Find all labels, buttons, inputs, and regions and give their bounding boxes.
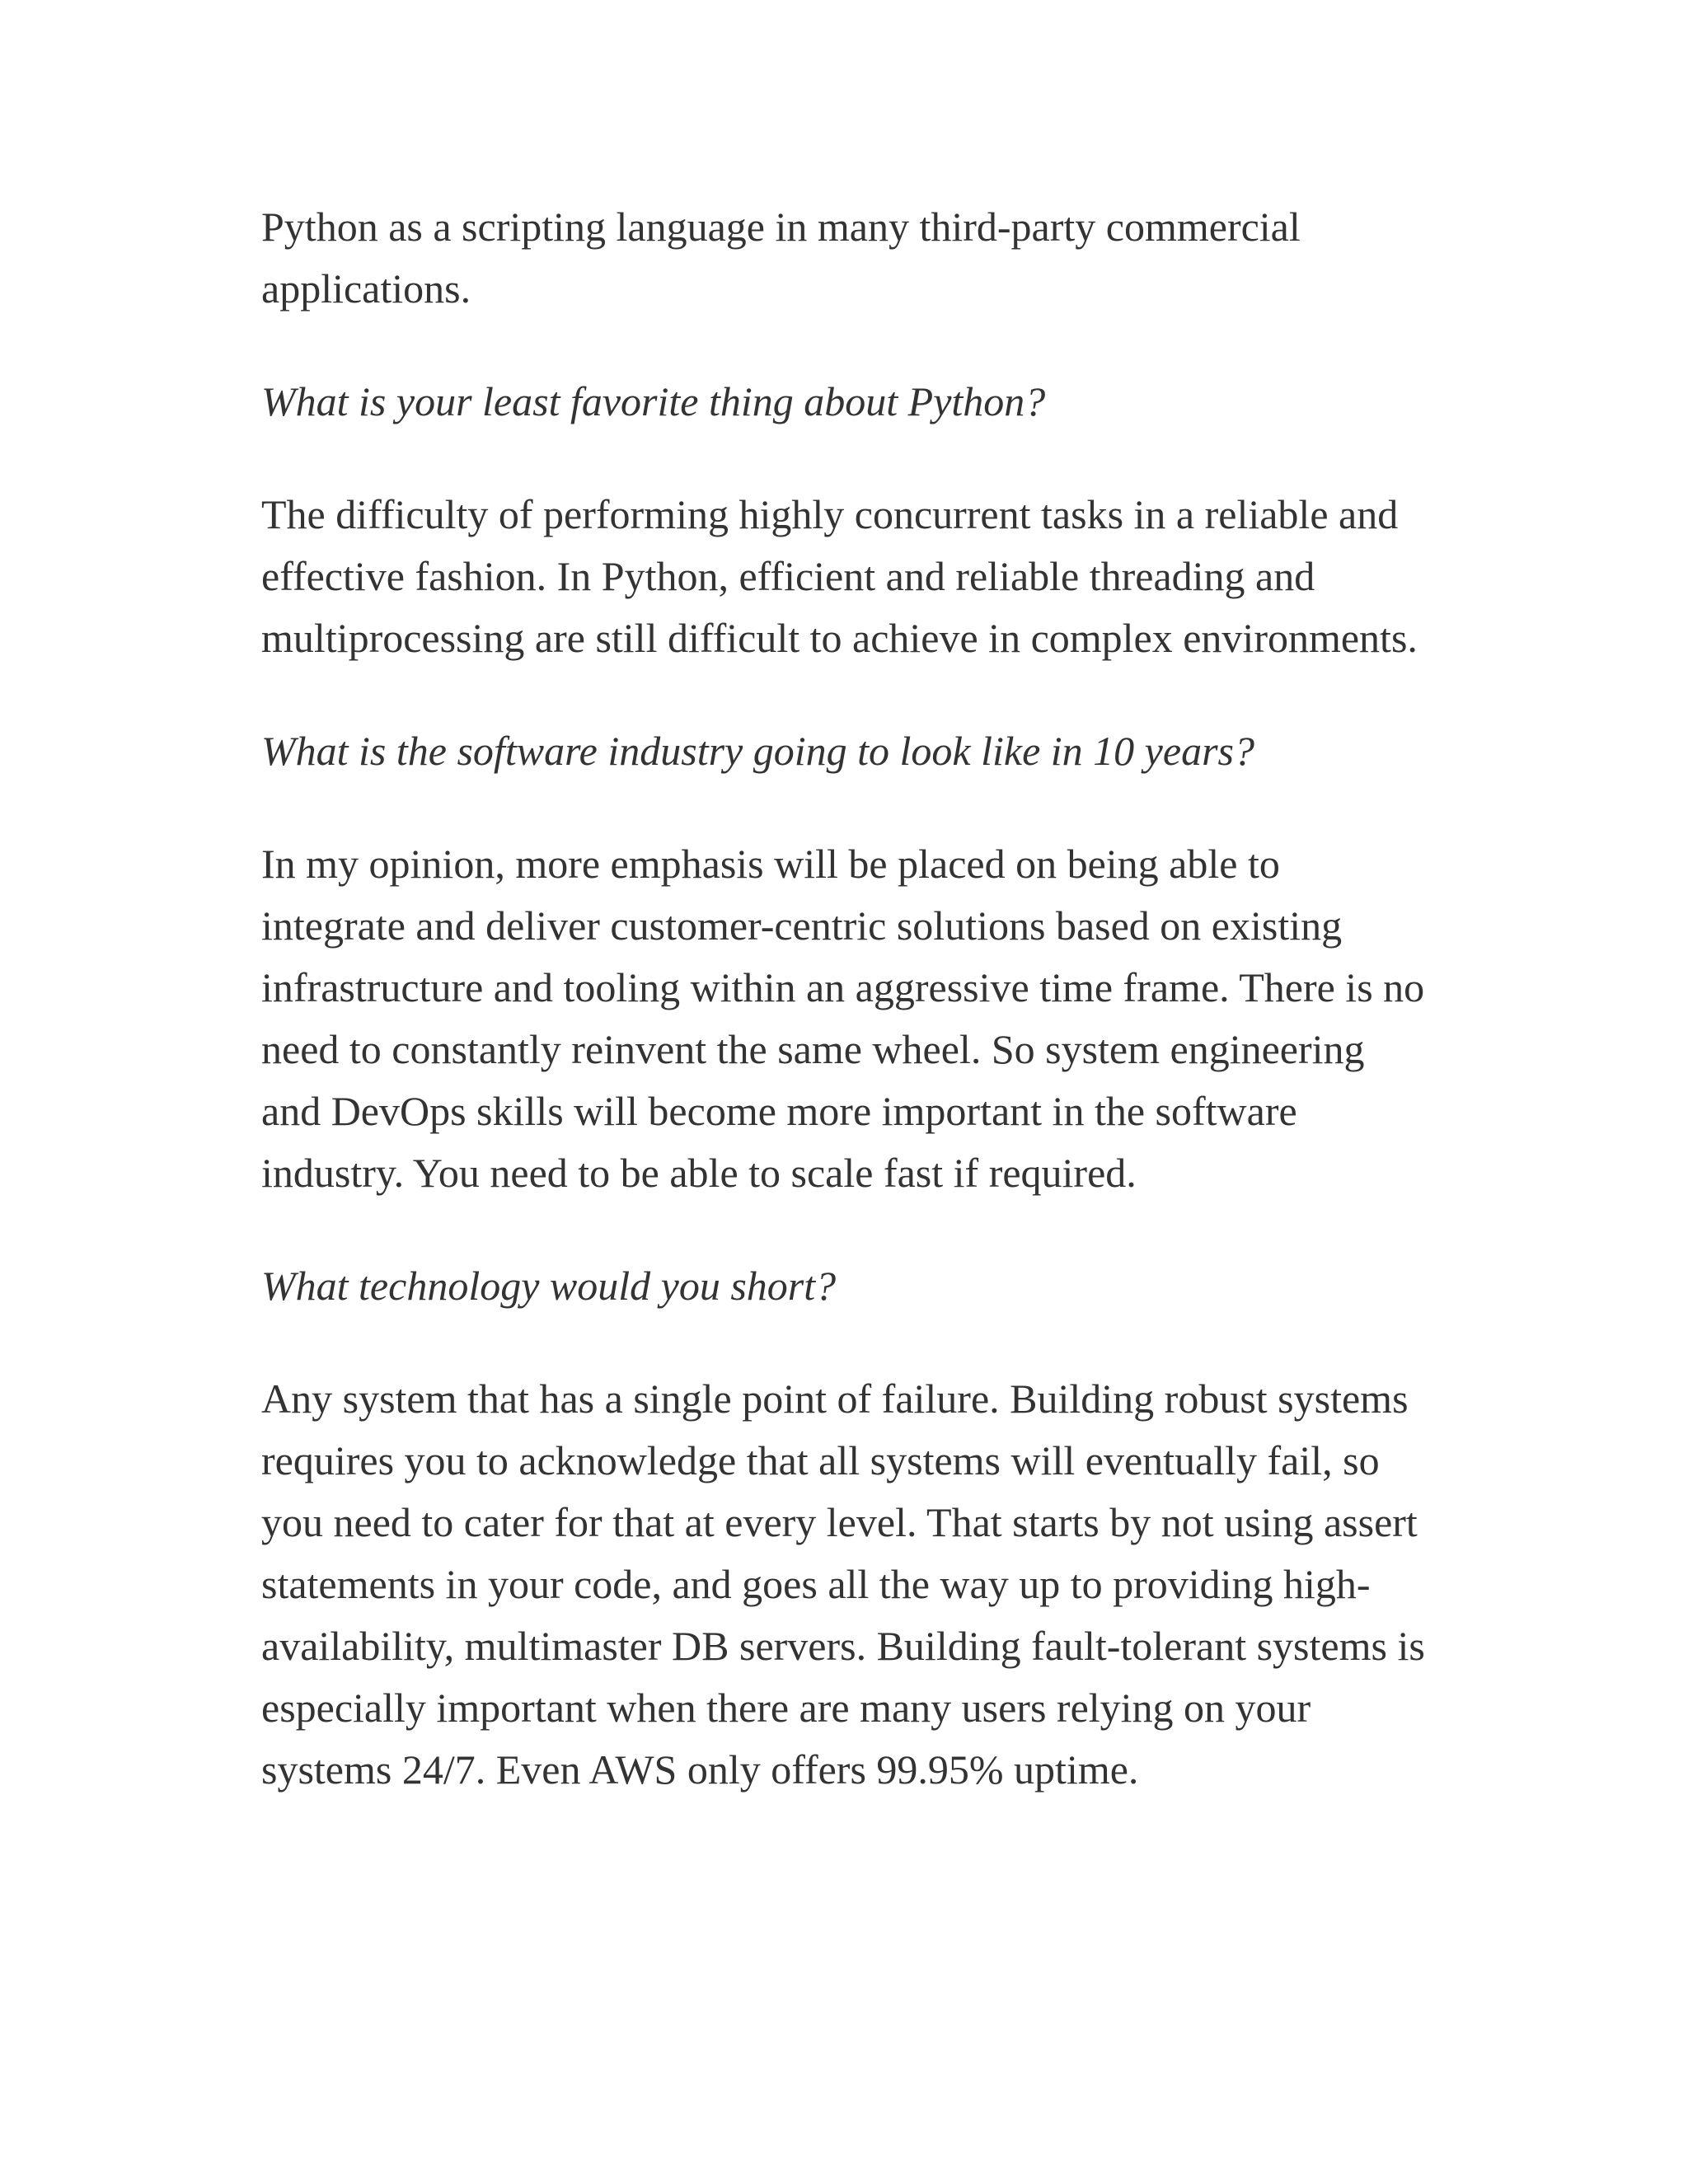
answer-paragraph: In my opinion, more emphasis will be placed on being able to integrate and deliver customer-centric solutions based on existing infrastructure and tooling within an aggressive time frame. There is no need to constantly reinvent the same wheel. So system engineering and DevOps skills will become more important in the software industry. You need to be able to scale fast if required. <box>261 841 1425 1196</box>
answer-paragraph: Any system that has a single point of failure. Building robust systems requires you to acknowledge that all systems will eventually fail, so you need to cater for that at every level. That starts by not using assert statements in your code, and goes all the way up to providing high-availability, multimaster DB servers. Building fault-tolerant systems is especially important when there are many users relying on your systems 24/7. Even AWS only offers 99.95% uptime. <box>261 1376 1425 1793</box>
answer-paragraph: The difficulty of performing highly concurrent tasks in a reliable and effective fashion. In Python, efficient and reliable threading and multiprocessing are still difficult to achieve in complex environments. <box>261 491 1418 661</box>
question-heading: What is your least favorite thing about Python? <box>261 378 1046 424</box>
question-heading: What is the software industry going to look like in 10 years? <box>261 728 1254 774</box>
question-heading: What technology would you short? <box>261 1263 837 1309</box>
document-page <box>261 196 1432 1852</box>
answer-paragraph: Python as a scripting language in many third-party commercial applications. <box>261 204 1301 312</box>
